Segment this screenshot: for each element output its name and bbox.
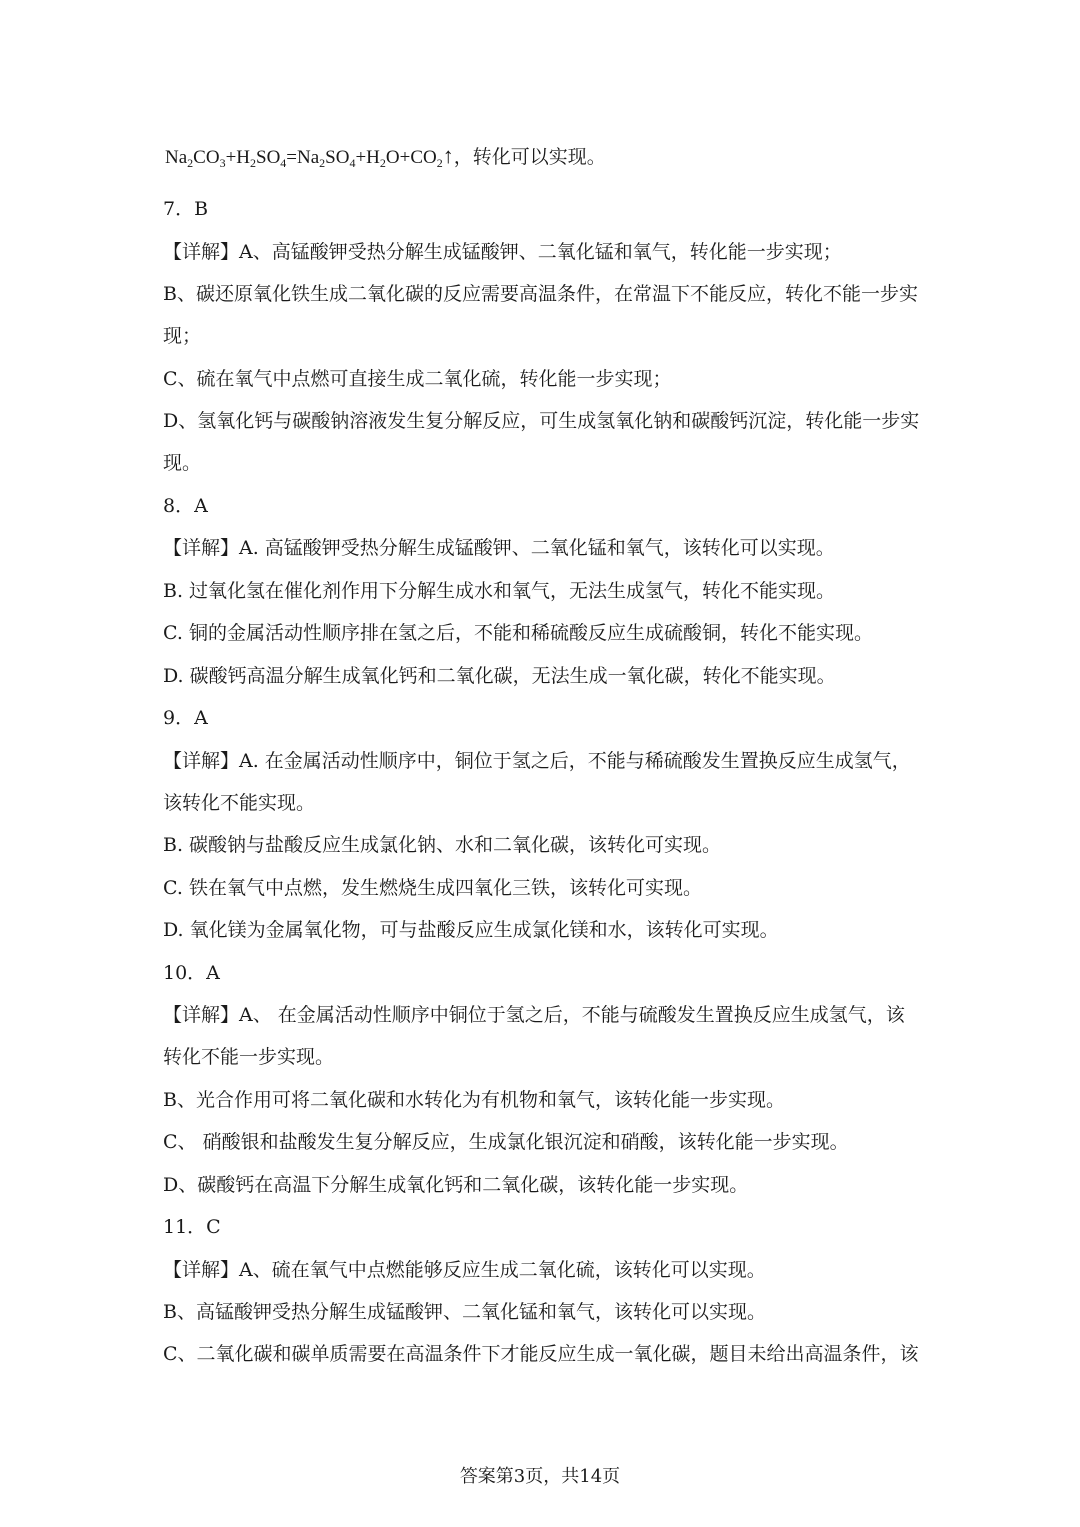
eq-subscript: 2 [187, 156, 194, 170]
explanation-line: B、光合作用可将二氧化碳和水转化为有机物和氧气，该转化能一步实现。 [163, 1089, 785, 1111]
eq-subscript: 4 [280, 156, 287, 170]
eq-text: CO [193, 147, 220, 168]
eq-subscript: 3 [219, 156, 226, 170]
explanation-line: B. 碳酸钠与盐酸反应生成氯化钠、水和二氧化碳，该转化可实现。 [163, 834, 722, 856]
answer-number: 9．A [163, 707, 208, 729]
explanation-line: D、碳酸钙在高温下分解生成氧化钙和二氧化碳，该转化能一步实现。 [163, 1174, 749, 1196]
answer-number: 10．A [163, 962, 220, 984]
eq-subscript: 2 [319, 156, 326, 170]
explanation-line: 【详解】A、高锰酸钾受热分解生成锰酸钾、二氧化锰和氧气，转化能一步实现； [163, 241, 842, 263]
explanation-line: C、硫在氧气中点燃可直接生成二氧化硫，转化能一步实现； [163, 368, 672, 390]
explanation-line: 【详解】A. 高锰酸钾受热分解生成锰酸钾、二氧化锰和氧气，该转化可以实现。 [163, 537, 835, 559]
explanation-line: 【详解】A、硫在氧气中点燃能够反应生成二氧化硫，该转化可以实现。 [163, 1259, 766, 1281]
eq-subscript: 2 [250, 156, 256, 170]
eq-text: =Na [286, 147, 320, 168]
chemical-equation [165, 142, 606, 172]
explanation-line: 【详解】A. 在金属活动性顺序中，铜位于氢之后，不能与稀硫酸发生置换反应生成氢气， [163, 750, 911, 772]
explanation-line: D. 氧化镁为金属氧化物，可与盐酸反应生成氯化镁和水，该转化可实现。 [163, 919, 779, 941]
explanation-line: D. 碳酸钙高温分解生成氧化钙和二氧化碳，无法生成一氧化碳，转化不能实现。 [163, 665, 836, 687]
explanation-line: 现； [163, 325, 202, 347]
eq-text: SO [325, 147, 350, 168]
eq-text: O+CO [385, 147, 437, 168]
eq-suffix: ，转化可以实现。 [453, 147, 606, 168]
eq-text: +H [225, 147, 250, 168]
explanation-line: C、 硝酸银和盐酸发生复分解反应，生成氯化银沉淀和硝酸，该转化能一步实现。 [163, 1131, 849, 1153]
explanation-line: B、碳还原氧化铁生成二氧化碳的反应需要高温条件，在常温下不能反应，转化不能一步实 [163, 283, 918, 305]
eq-subscript: 2 [436, 156, 443, 170]
gas-arrow-icon: ↑ [442, 143, 454, 168]
explanation-line: B、高锰酸钾受热分解生成锰酸钾、二氧化锰和氧气，该转化可以实现。 [163, 1301, 766, 1323]
answer-number: 8．A [163, 495, 208, 517]
explanation-line: C. 铜的金属活动性顺序排在氢之后，不能和稀硫酸反应生成硫酸铜，转化不能实现。 [163, 622, 873, 644]
explanation-line: 现。 [163, 452, 202, 474]
page-footer: 答案第3页，共14页 [459, 1466, 621, 1487]
answer-number: 11．C [163, 1216, 221, 1238]
explanation-line: 该转化不能实现。 [163, 792, 316, 814]
eq-text: +H [355, 147, 380, 168]
explanation-line: 转化不能一步实现。 [163, 1046, 335, 1068]
eq-subscript: 4 [349, 156, 356, 170]
eq-text: Na [165, 147, 188, 168]
explanation-line: 【详解】A、 在金属活动性顺序中铜位于氢之后，不能与硫酸发生置换反应生成氢气，该 [163, 1004, 905, 1026]
eq-subscript: 2 [379, 156, 386, 170]
eq-text: SO [256, 147, 281, 168]
explanation-line: B. 过氧化氢在催化剂作用下分解生成水和氧气，无法生成氢气，转化不能实现。 [163, 580, 836, 602]
answer-number: 7．B [163, 198, 209, 220]
explanation-line: C. 铁在氧气中点燃，发生燃烧生成四氧化三铁，该转化可实现。 [163, 877, 702, 899]
explanation-line: D、氢氧化钙与碳酸钠溶液发生复分解反应，可生成氢氧化钠和碳酸钙沉淀，转化能一步实 [163, 410, 920, 432]
explanation-line: C、二氧化碳和碳单质需要在高温条件下才能反应生成一氧化碳，题目未给出高温条件，该 [163, 1343, 919, 1365]
